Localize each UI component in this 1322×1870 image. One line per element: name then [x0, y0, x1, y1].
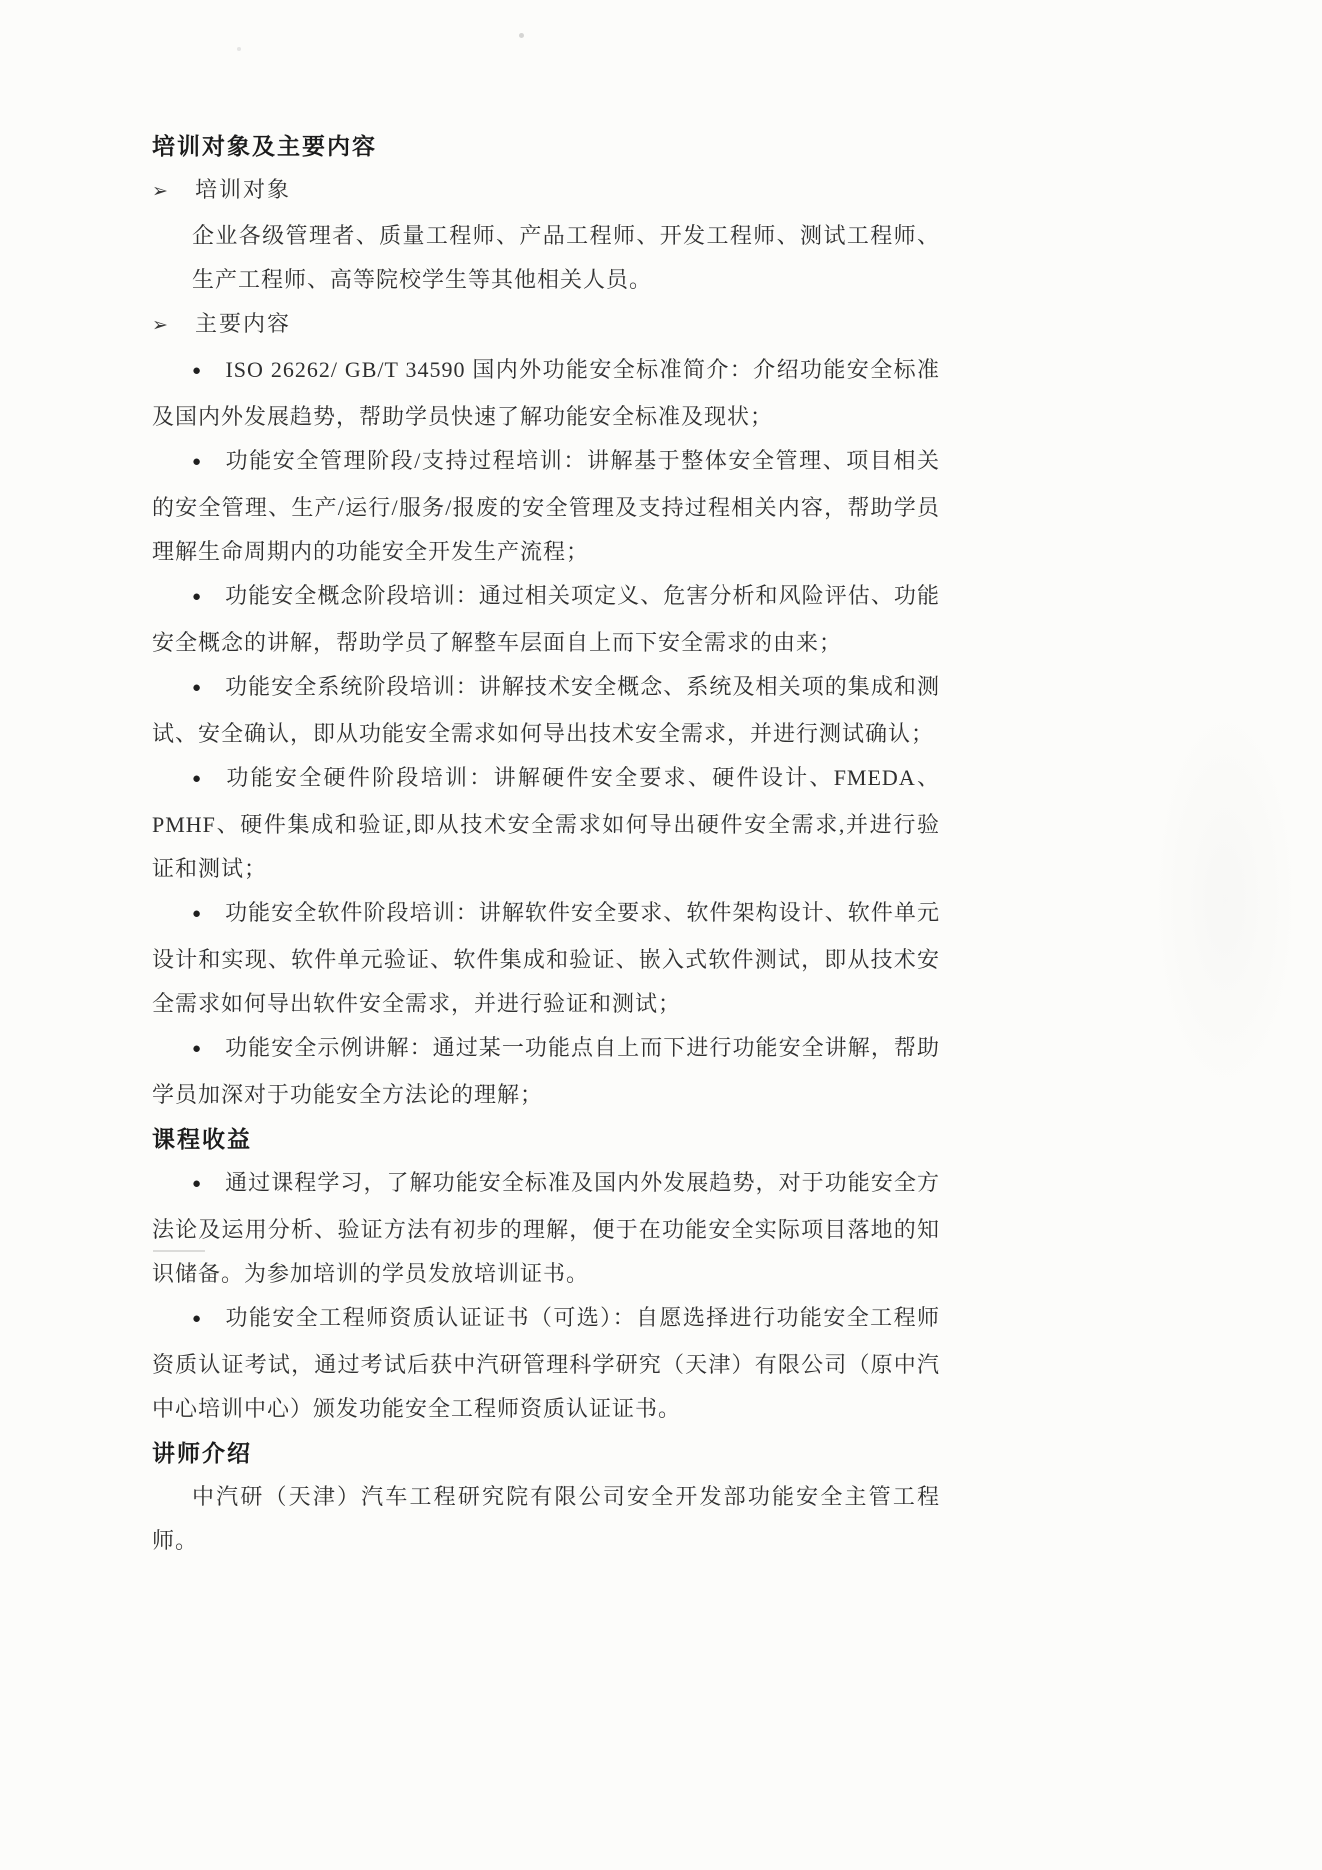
bullet-dot-icon: ● — [192, 1311, 202, 1327]
bullet-dot-icon: ● — [192, 680, 202, 696]
arrow-bullet-icon: ➢ — [152, 315, 169, 336]
bullet-text: 功能安全软件阶段培训：讲解软件安全要求、软件架构设计、软件单元设计和实现、软件单元验证、软件集成和验证、嵌入式软件测试，即从技术安全需求如何导出软件安全需求，并进行验证和测试； — [152, 900, 940, 1016]
bullet-dot-icon: ● — [192, 906, 202, 922]
bullet-dot-icon: ● — [192, 363, 202, 379]
bullet-dot-icon: ● — [192, 1176, 202, 1192]
bullet-text: 功能安全工程师资质认证证书（可选）：自愿选择进行功能安全工程师资质认证考试，通过考试后获中汽研管理科学研究（天津）有限公司（原中汽中心培训中心）颁发功能安全工程师资质认证证书。 — [152, 1305, 940, 1421]
document-content — [152, 124, 940, 1563]
bullet-paragraph-course-learning — [152, 1161, 940, 1296]
heading-training-audience-and-content: 培训对象及主要内容 — [152, 133, 377, 159]
arrow-item-label: 主要内容 — [195, 311, 292, 336]
bullet-text: 功能安全概念阶段培训：通过相关项定义、危害分析和风险评估、功能安全概念的讲解，帮助学员了解整车层面自上而下安全需求的由来； — [152, 583, 940, 655]
bullet-text: 功能安全系统阶段培训：讲解技术安全概念、系统及相关项的集成和测试、安全确认，即从功能安全需求如何导出技术安全需求，并进行测试确认； — [152, 674, 940, 746]
paragraph-lecturer: 中汽研（天津）汽车工程研究院有限公司安全开发部功能安全主管工程师。 — [152, 1484, 940, 1553]
arrow-item-training-audience — [152, 168, 940, 214]
scan-artifact-smudge — [1150, 700, 1300, 1100]
arrow-bullet-icon: ➢ — [152, 181, 169, 202]
bullet-paragraph-example-explanation — [152, 1026, 940, 1117]
bullet-paragraph-software-phase — [152, 891, 940, 1026]
arrow-item-label: 培训对象 — [195, 177, 292, 202]
bullet-text: 功能安全管理阶段/支持过程培训：讲解基于整体安全管理、项目相关的安全管理、生产/运行/服务/报废的安全管理及支持过程相关内容，帮助学员理解生命周期内的功能安全开发生产流程； — [152, 448, 940, 564]
bullet-dot-icon: ● — [192, 589, 202, 605]
scan-artifact-dot — [519, 33, 524, 38]
bullet-text: 通过课程学习，了解功能安全标准及国内外发展趋势，对于功能安全方法论及运用分析、验证方法有初步的理解，便于在功能安全实际项目落地的知识储备。为参加培训的学员发放培训证书。 — [152, 1170, 940, 1286]
heading-lecturer-introduction: 讲师介绍 — [152, 1440, 252, 1466]
bullet-paragraph-concept-phase — [152, 574, 940, 665]
bullet-dot-icon: ● — [192, 454, 202, 470]
bullet-paragraph-hardware-phase — [152, 756, 940, 891]
bullet-paragraph-system-phase — [152, 665, 940, 756]
bullet-dot-icon: ● — [192, 771, 203, 787]
heading-course-benefits: 课程收益 — [152, 1126, 252, 1152]
bullet-dot-icon: ● — [192, 1041, 202, 1057]
bullet-paragraph-management-phase — [152, 439, 940, 574]
bullet-paragraph-standard-intro — [152, 348, 940, 439]
bullet-text: ISO 26262/ GB/T 34590 国内外功能安全标准简介：介绍功能安全标准及国内外发展趋势，帮助学员快速了解功能安全标准及现状； — [152, 357, 941, 429]
bullet-paragraph-certification — [152, 1296, 940, 1431]
paragraph-training-audience: 企业各级管理者、质量工程师、产品工程师、开发工程师、测试工程师、生产工程师、高等院校学生等其他相关人员。 — [192, 223, 940, 292]
bullet-text: 功能安全示例讲解：通过某一功能点自上而下进行功能安全讲解，帮助学员加深对于功能安全方法论的理解； — [152, 1035, 940, 1107]
arrow-item-main-content — [152, 302, 940, 348]
bullet-text: 功能安全硬件阶段培训：讲解硬件安全要求、硬件设计、FMEDA、PMHF、硬件集成和验证,即从技术安全需求如何导出硬件安全需求,并进行验证和测试； — [152, 765, 941, 881]
scan-artifact-dot — [237, 47, 241, 51]
